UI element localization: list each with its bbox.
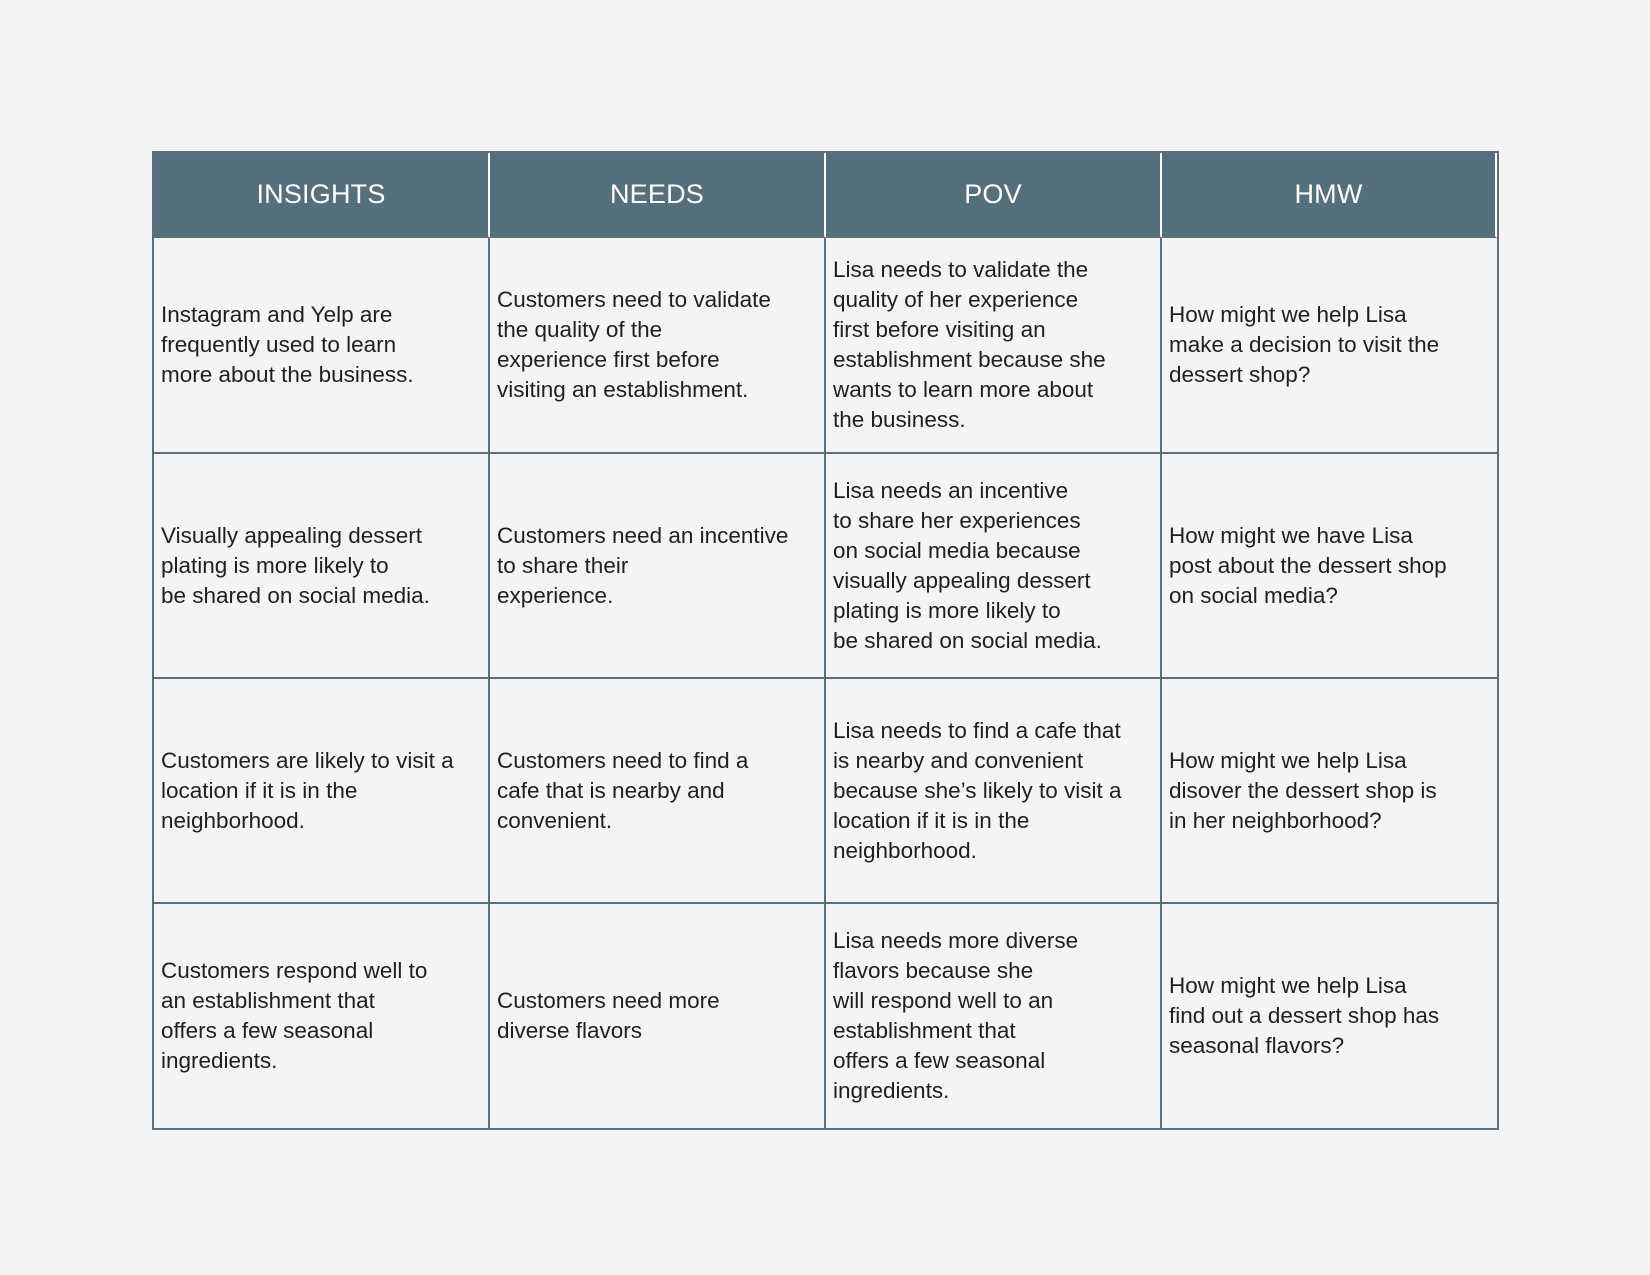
row-1-need: Customers need to validate the quality of the experience first before visiting an establishment. [490, 238, 826, 454]
row-3-insight: Customers are likely to visit a location if it is in the neighborhood. [154, 679, 490, 904]
header-pov: POV [826, 153, 1162, 238]
row-4-need: Customers need more diverse flavors [490, 904, 826, 1128]
row-1-hmw: How might we help Lisa make a decision to visit the dessert shop? [1162, 238, 1497, 454]
header-hmw: HMW [1162, 153, 1497, 238]
row-1-insight: Instagram and Yelp are frequently used to learn more about the business. [154, 238, 490, 454]
header-insights: INSIGHTS [154, 153, 490, 238]
row-2-hmw: How might we have Lisa post about the dessert shop on social media? [1162, 454, 1497, 679]
header-needs: NEEDS [490, 153, 826, 238]
row-2-need: Customers need an incentive to share their experience. [490, 454, 826, 679]
row-4-insight: Customers respond well to an establishment that offers a few seasonal ingredients. [154, 904, 490, 1128]
row-4-pov: Lisa needs more diverse flavors because she will respond well to an establishment that offers a few seasonal ingredients. [826, 904, 1162, 1128]
row-3-need: Customers need to find a cafe that is nearby and convenient. [490, 679, 826, 904]
row-4-hmw: How might we help Lisa find out a dessert shop has seasonal flavors? [1169, 973, 1440, 1058]
row-2-pov: Lisa needs an incentive to share her experiences on social media because visually appealing dessert plating is more likely to be shared on social media. [826, 454, 1162, 679]
row-3-pov: Lisa needs to find a cafe that is nearby and convenient because she’s likely to visit a location if it is in the neighborhood. [826, 679, 1162, 904]
row-3-hmw: How might we help Lisa disover the dessert shop is in her neighborhood? [1162, 679, 1497, 904]
row-2-insight: Visually appealing dessert plating is more likely to be shared on social media. [154, 454, 490, 679]
row-1-pov: Lisa needs to validate the quality of her experience first before visiting an establishment because she wants to learn more about the business. [826, 238, 1162, 454]
insights-needs-pov-hmw-table [152, 151, 1499, 1130]
